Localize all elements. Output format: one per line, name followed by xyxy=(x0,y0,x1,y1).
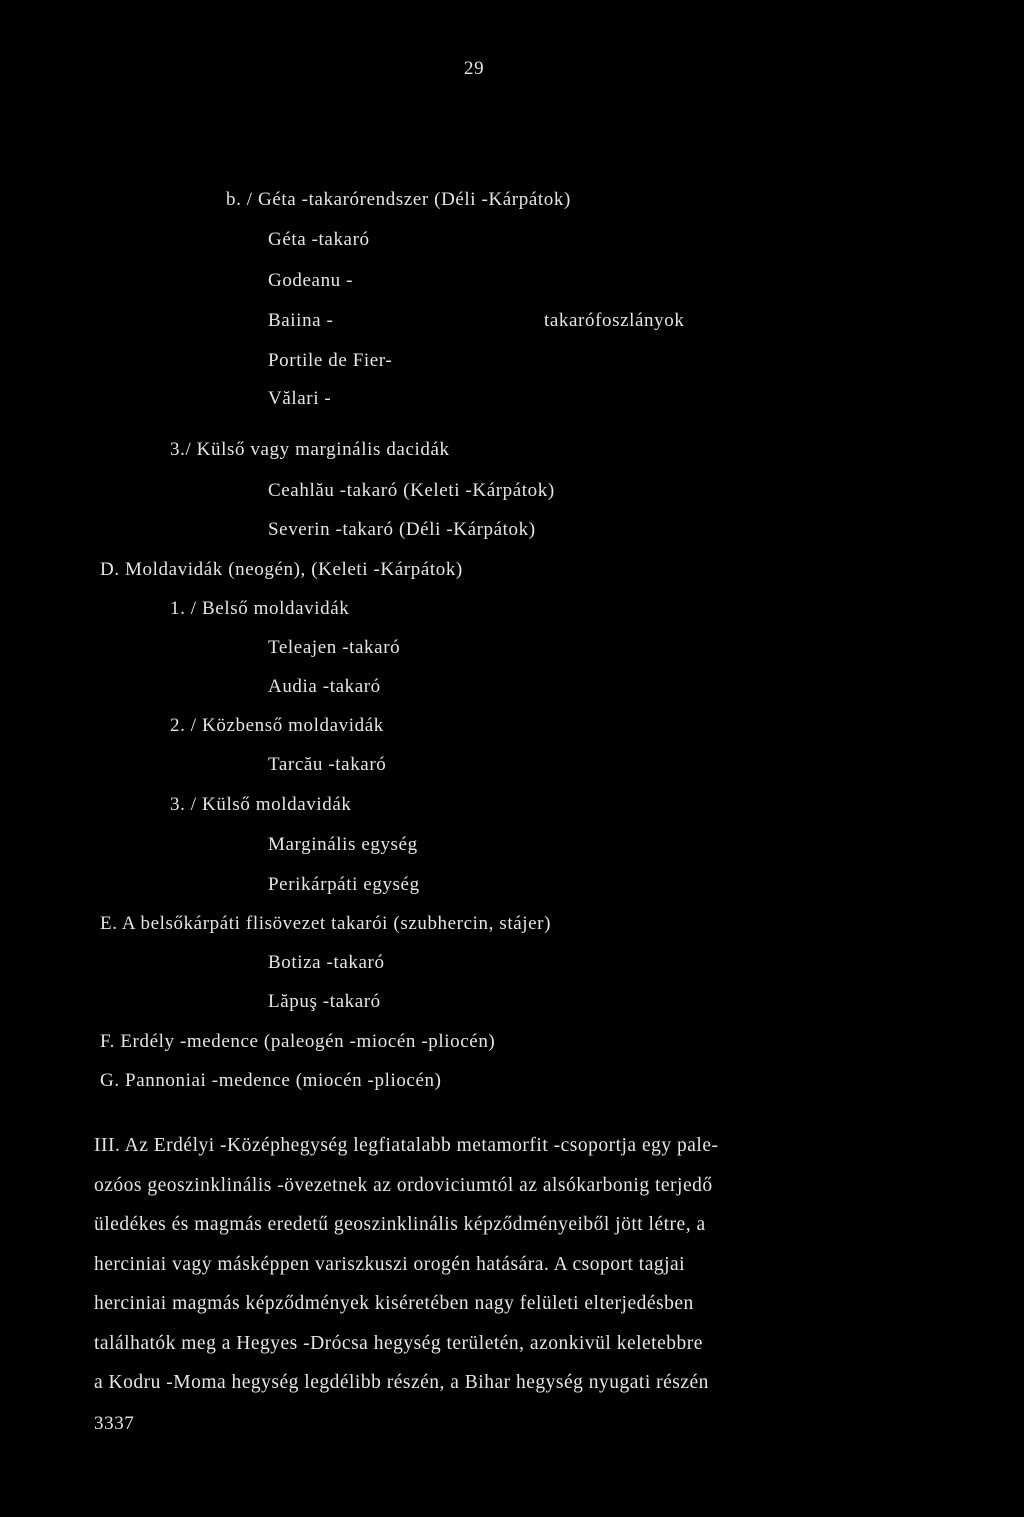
list-item: Ceahlău -takaró (Keleti -Kárpátok) xyxy=(268,480,555,501)
heading-G: G. Pannoniai -medence (miocén -pliocén) xyxy=(100,1070,442,1091)
list-item: Portile de Fier- xyxy=(268,350,393,371)
page-number: 29 xyxy=(464,58,485,79)
paragraph-line: III. Az Erdélyi -Középhegység legfiatalabb metamorfit -csoportja egy pale- xyxy=(94,1135,719,1156)
list-item: Teleajen -takaró xyxy=(268,637,401,658)
heading-E: E. A belsőkárpáti flisövezet takarói (szubhercin, stájer) xyxy=(100,913,551,934)
list-item: Perikárpáti egység xyxy=(268,874,420,895)
heading-D1: 1. / Belső moldavidák xyxy=(170,598,350,619)
heading-D2: 2. / Közbenső moldavidák xyxy=(170,715,384,736)
heading-D3: 3. / Külső moldavidák xyxy=(170,794,352,815)
list-item: Lăpuş -takaró xyxy=(268,991,381,1012)
list-item: Tarcău -takaró xyxy=(268,754,387,775)
paragraph-line: a Kodru -Moma hegység legdélibb részén, a Bihar hegység nyugati részén xyxy=(94,1372,709,1393)
list-item: Géta -takaró xyxy=(268,229,370,250)
heading-F: F. Erdély -medence (paleogén -miocén -pliocén) xyxy=(100,1031,496,1052)
paragraph-line: herciniai vagy másképpen variszkuszi orogén hatására. A csoport tagjai xyxy=(94,1254,686,1275)
heading-b-geta: b. / Géta -takarórendszer (Déli -Kárpátok) xyxy=(226,189,571,210)
list-item: Marginális egység xyxy=(268,834,418,855)
list-item: Severin -takaró (Déli -Kárpátok) xyxy=(268,519,536,540)
paragraph-line: találhatók meg a Hegyes -Drócsa hegység területén, azonkivül keletebbre xyxy=(94,1333,703,1354)
paragraph-line: herciniai magmás képződmények kiséretében nagy felületi elterjedésben xyxy=(94,1293,694,1314)
bracket-label: takarófoszlányok xyxy=(544,310,685,331)
footer-code: 3337 xyxy=(94,1413,135,1434)
heading-section-3: 3./ Külső vagy marginális dacidák xyxy=(170,439,450,460)
list-item: Godeanu - xyxy=(268,270,354,291)
heading-D: D. Moldavidák (neogén), (Keleti -Kárpátok) xyxy=(100,559,463,580)
list-item: Vălari - xyxy=(268,388,332,409)
paragraph-line: ozóos geoszinklinális -övezetnek az ordoviciumtól az alsókarbonig terjedő xyxy=(94,1175,713,1196)
list-item: Botiza -takaró xyxy=(268,952,385,973)
list-item: Audia -takaró xyxy=(268,676,381,697)
list-item: Baiina - xyxy=(268,310,334,331)
paragraph-line: üledékes és magmás eredetű geoszinklinális képződményeiből jött létre, a xyxy=(94,1214,706,1235)
